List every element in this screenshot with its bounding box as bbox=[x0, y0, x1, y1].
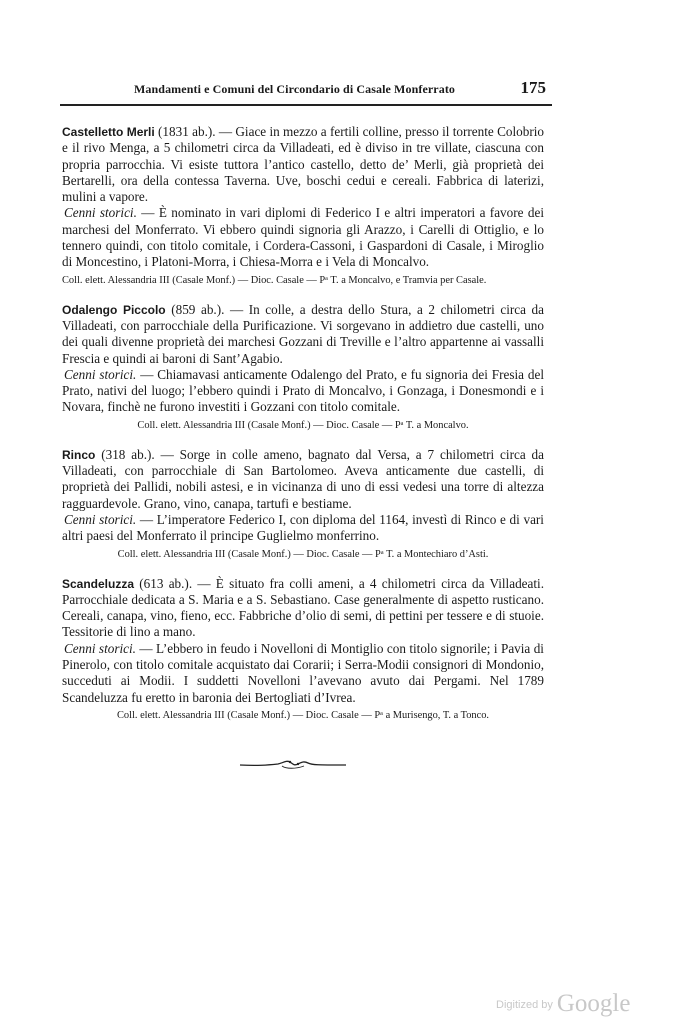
running-header bbox=[62, 80, 550, 102]
entry-rinco bbox=[62, 447, 544, 562]
header-title: Mandamenti e Comuni del Circondario di Casale Monferrato bbox=[134, 82, 456, 96]
electoral-info: Coll. elett. Alessandria III (Casale Monf.) — Dioc. Casale — Pᵃ T. a Moncalvo. bbox=[137, 419, 469, 431]
entry-name: Rinco bbox=[62, 447, 96, 462]
watermark-digitized-text: Digitized by bbox=[496, 999, 553, 1011]
cenni-storici-text: — Chiamavasi anticamente Odalengo del Prato, e fu signoria dei Fresia del Prato, nativi del luogo; l’ebbero quindi i Prato di Moncalvo, i Gonzaga, i Donesmondi e i Novara, finchè ne furono investiti i Gozzani con titolo comitale. bbox=[62, 366, 544, 415]
entry-lead-text: (859 ab.). — In colle, a destra dello Stura, a 2 chilometri circa da Villadeati, con parrocchiale della Purificazione. Vi sorgevano in addietro due castelli, uno dei quali divenne proprietà dei marchesi Gozzani di Treville e l’altro appartenne ai vassalli Frescia e quindi ai baroni di Sant’Agabio. bbox=[62, 301, 544, 366]
ornament-divider bbox=[238, 756, 348, 772]
cenni-storici-text: — È nominato in vari diplomi di Federico I e altri imperatori a favore dei marchesi del Monferrato. Vi ebbero quindi signoria gli Arazzo, i Carelli di Ottiglio, e lo tennero quindi, con titolo comitale, i Cordera-Cassoni, i Gaspardoni di Casale, i Miroglio di Moncestino, i Platoni-Morra, i Chiesa-Morra e i Vela di Moncalvo. bbox=[62, 205, 544, 270]
entry-lead-text: (1831 ab.). — Giace in mezzo a fertili colline, presso il torrente Colobrio e il rivo Menga, a 5 chilometri circa da Villadeati, ed è diviso in tre villate, ciascuna con propria parrocchia. Vi esiste tuttora l’antico castello, detto de’ Merli, già proprietà dei Bertarelli, ora della contessa Taverna. Uve, boschi cedui e cereali. Fabbrica di laterizi, mulini a vapore. bbox=[62, 124, 544, 205]
cenni-storici-label: Cenni storici. bbox=[64, 511, 137, 527]
electoral-info: Coll. elett. Alessandria III (Casale Monf.) — Dioc. Casale — Pᵃ T. a Moncalvo, e Tramvia per Casale. bbox=[62, 274, 487, 286]
page-number: 175 bbox=[520, 78, 546, 97]
entry-history bbox=[62, 367, 544, 416]
entry-description bbox=[62, 302, 544, 367]
entry-castelletto-merli bbox=[62, 124, 544, 288]
entry-name: Scandeluzza bbox=[62, 576, 135, 591]
entry-history bbox=[62, 641, 544, 706]
google-watermark bbox=[496, 990, 630, 1018]
electoral-info: Coll. elett. Alessandria III (Casale Monf.) — Dioc. Casale — Pᵃ T. a Montechiaro d’Asti. bbox=[117, 548, 489, 560]
page-content bbox=[62, 124, 544, 737]
cenni-storici-label: Cenni storici. bbox=[64, 366, 137, 382]
google-logo-text: Google bbox=[556, 990, 631, 1017]
entry-odalengo-piccolo bbox=[62, 302, 544, 433]
entry-lead-text: (318 ab.). — Sorge in colle ameno, bagnato dal Versa, a 7 chilometri circa da Villadeati, con parrocchiale di San Bartolomeo. Aveva anticamente due castelli, di proprietà dei Pallidi, nobili astesi, e in vicinanza di uno di essi vedesi una torre di altezza ragguardevole. Grano, vino, canapa, tartufi e bestiame. bbox=[62, 446, 544, 511]
electoral-info: Coll. elett. Alessandria III (Casale Monf.) — Dioc. Casale — Pᵃ a Murisengo, T. a Tonco. bbox=[116, 709, 490, 721]
cenni-storici-text: — L’imperatore Federico I, con diploma del 1164, investì di Rinco e di vari altri paesi del Monferrato il principe Guglielmo monferrino. bbox=[62, 511, 544, 544]
cenni-storici-text: — L’ebbero in feudo i Novelloni di Montiglio con titolo signorile; i Pavia di Pinerolo, con titolo comitale acquistato dai Corarii; i Serra-Modii consignori di Mondonio, succeduti ai Modii. I suddetti Novelloni l’avevano avuto dai Pergami. Nel 1789 Scandeluzza fu eretto in baronia dei Bertogliati d’Ivrea. bbox=[62, 640, 544, 705]
entry-history bbox=[62, 205, 544, 270]
cenni-storici-label: Cenni storici. bbox=[64, 205, 137, 221]
entry-description bbox=[62, 447, 544, 512]
entry-description bbox=[62, 124, 544, 205]
entry-lead-text: (613 ab.). — È situato fra colli ameni, a 4 chilometri circa da Villadeati. Parrocchiale dedicata a S. Maria e a S. Sebastiano. Case generalmente di aspetto rusticano. Cereali, canapa, vino, fieno, ecc. Fabbriche d’olio di semi, di pettini per tessere e di stuoie. Tessitorie di lino a mano. bbox=[62, 575, 544, 640]
cenni-storici-label: Cenni storici. bbox=[64, 640, 136, 656]
entry-scandeluzza bbox=[62, 576, 544, 723]
entry-description bbox=[62, 576, 544, 641]
entry-history bbox=[62, 512, 544, 545]
entry-name: Castelletto Merli bbox=[62, 125, 155, 139]
entry-name: Odalengo Piccolo bbox=[62, 302, 166, 317]
header-rule bbox=[60, 104, 552, 106]
